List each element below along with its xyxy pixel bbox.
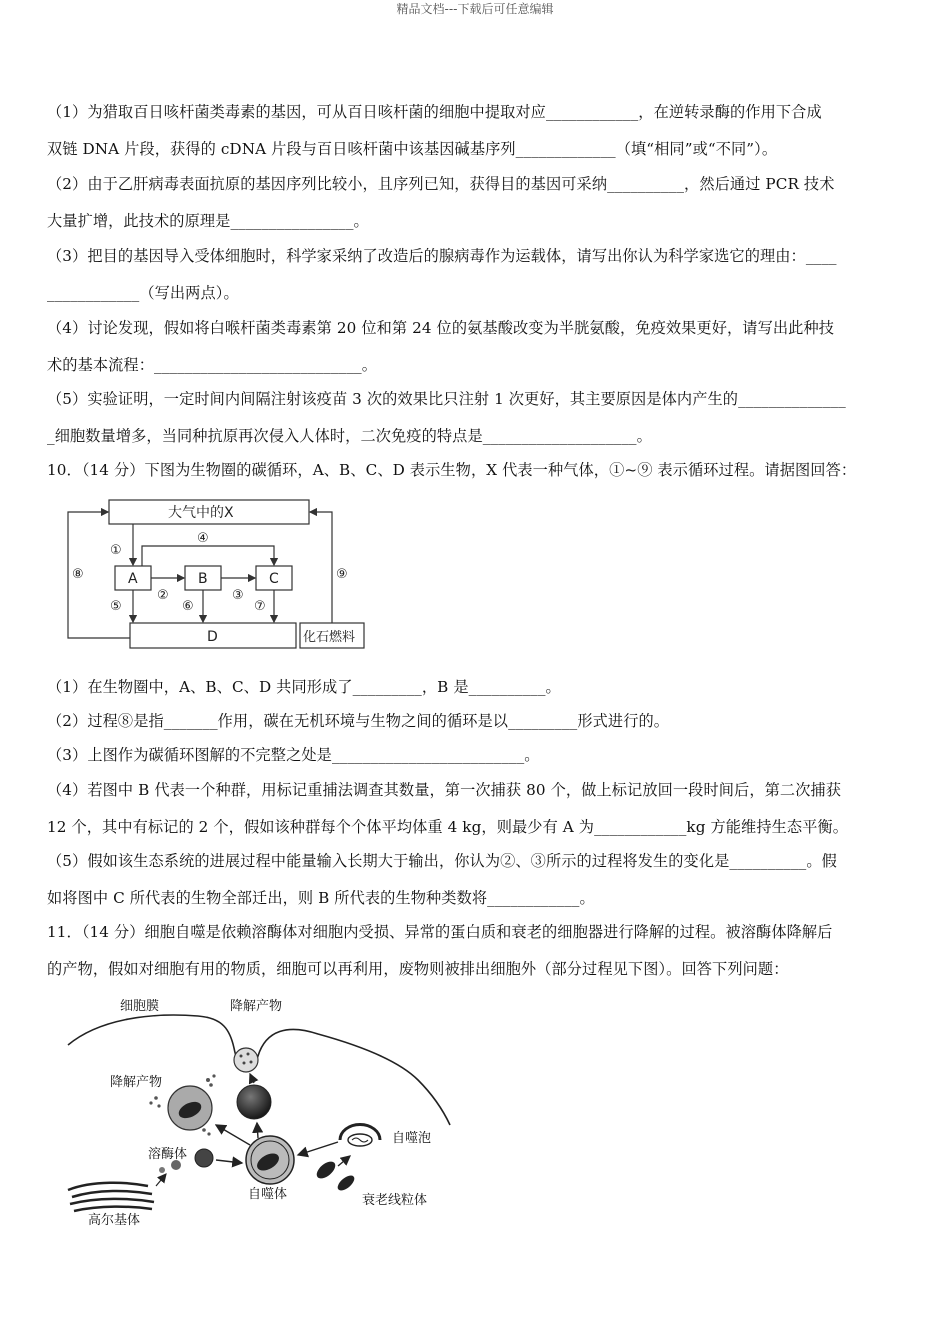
process-7-label: ⑦ <box>254 599 266 614</box>
q9-3-line2: ____________（写出两点）。 <box>47 284 239 302</box>
node-d-label: D <box>207 629 218 645</box>
q10-4-line2: 12 个，其中有标记的 2 个，假如该种群每个个体平均体重 4 kg，则最少有 A 为____________kg 方能维持生态平衡。 <box>47 818 849 836</box>
aging-mitochondrion-2 <box>335 1173 357 1194</box>
aging-mitochondrion-1 <box>314 1158 339 1181</box>
process-8-label: ⑧ <box>72 567 84 582</box>
degradation-top-label: 降解产物 <box>230 999 283 1014</box>
q9-1-line2: 双链 DNA 片段，获得的 cDNA 片段与百日咳杆菌中该基因碱基序列_____________（填“相同”或“不同”）。 <box>47 140 778 158</box>
autophagic-vesicle-label: 自噬泡 <box>392 1131 432 1146</box>
q10-3: （3）上图作为碳循环图解的不完整之处是_________________________。 <box>47 746 540 764</box>
membrane-label: 细胞膜 <box>120 999 160 1014</box>
node-a-label: A <box>128 571 138 587</box>
process-1-label: ① <box>110 543 122 558</box>
q9-4-line2: 术的基本流程：___________________________。 <box>47 356 378 374</box>
q11-stem-line2: 的产物，假如对细胞有用的物质，细胞可以再利用，废物则被排出细胞外（部分过程见下图）。回答下列问题： <box>47 960 789 978</box>
process-6-label: ⑥ <box>182 599 194 614</box>
q10-1: （1）在生物圈中，A、B、C、D 共同形成了_________，B 是__________。 <box>47 678 561 696</box>
q10-5-line2: 如将图中 C 所代表的生物全部迁出，则 B 所代表的生物种类数将____________。 <box>47 889 595 907</box>
q9-5-line2: _细胞数量增多，当同种抗原再次侵入人体时，二次免疫的特点是____________________。 <box>47 427 652 445</box>
process-2-label: ② <box>157 588 169 603</box>
q11-stem-line1: 11．（14 分）细胞自噬是依赖溶酶体对细胞内受损、异常的蛋白质和衰老的细胞器进行降解的过程。被溶酶体降解后 <box>47 923 833 941</box>
process-4-label: ④ <box>197 531 209 546</box>
q10-stem: 10．（14 分）下图为生物圈的碳循环，A、B、C、D 表示生物，X 代表一种气体，①~⑨ 表示循环过程。请据图回答： <box>47 461 857 479</box>
node-b-label: B <box>198 571 208 587</box>
golgi-apparatus <box>68 1183 154 1211</box>
q9-2-line1: （2）由于乙肝病毒表面抗原的基因序列比较小，且序列已知，获得目的基因可采纳__________，然后通过 PCR 技术 <box>47 175 835 193</box>
q9-1-line1: （1）为猎取百日咳杆菌类毒素的基因，可从百日咳杆菌的细胞中提取对应____________，在逆转录酶的作用下合成 <box>47 103 822 121</box>
carbon-cycle-diagram <box>60 492 370 652</box>
process-5-label: ⑤ <box>110 599 122 614</box>
process-3-label: ③ <box>232 588 244 603</box>
lysosome <box>195 1149 213 1167</box>
lysosome-label: 溶酶体 <box>148 1147 188 1162</box>
process-9-label: ⑨ <box>336 567 348 582</box>
autophagosome-label: 自噬体 <box>248 1187 288 1202</box>
residual-body <box>237 1085 271 1119</box>
q10-4-line1: （4）若图中 B 代表一个种群，用标记重捕法调查其数量，第一次捕获 80 个，做上标记放回一段时间后，第二次捕获 <box>47 781 842 799</box>
aging-mito-label: 衰老线粒体 <box>362 1193 428 1208</box>
golgi-label: 高尔基体 <box>88 1213 141 1228</box>
node-c-label: C <box>269 571 279 587</box>
exocytosis-vesicle <box>234 1048 258 1072</box>
q10-5-line1: （5）假如该生态系统的进展过程中能量输入长期大于输出，你认为②、③所示的过程将发生的变化是__________。假 <box>47 852 837 870</box>
fossil-fuel-label: 化石燃料 <box>303 630 356 645</box>
autophagy-diagram <box>58 990 458 1230</box>
q9-2-line2: 大量扩增，此技术的原理是________________。 <box>47 212 369 230</box>
q9-3-line1: （3）把目的基因导入受体细胞时，科学家采纳了改造后的腺病毒作为运载体，请写出你认为科学家选它的理由：____ <box>47 247 837 265</box>
page-header: 精品文档---下载后可任意编辑 <box>396 2 554 16</box>
atmosphere-x-label: 大气中的X <box>168 505 234 521</box>
q9-4-line1: （4）讨论发现，假如将白喉杆菌类毒素第 20 位和第 24 位的氨基酸改变为半胱氨酸，免疫效果更好，请写出此种技 <box>47 319 835 337</box>
q9-5-line1: （5）实验证明，一定时间内间隔注射该疫苗 3 次的效果比只注射 1 次更好，其主要原因是体内产生的______________ <box>47 390 846 408</box>
degradation-left-label: 降解产物 <box>110 1075 163 1090</box>
q10-2: （2）过程⑧是指_______作用，碳在无机环境与生物之间的循环是以_________形式进行的。 <box>47 712 670 730</box>
